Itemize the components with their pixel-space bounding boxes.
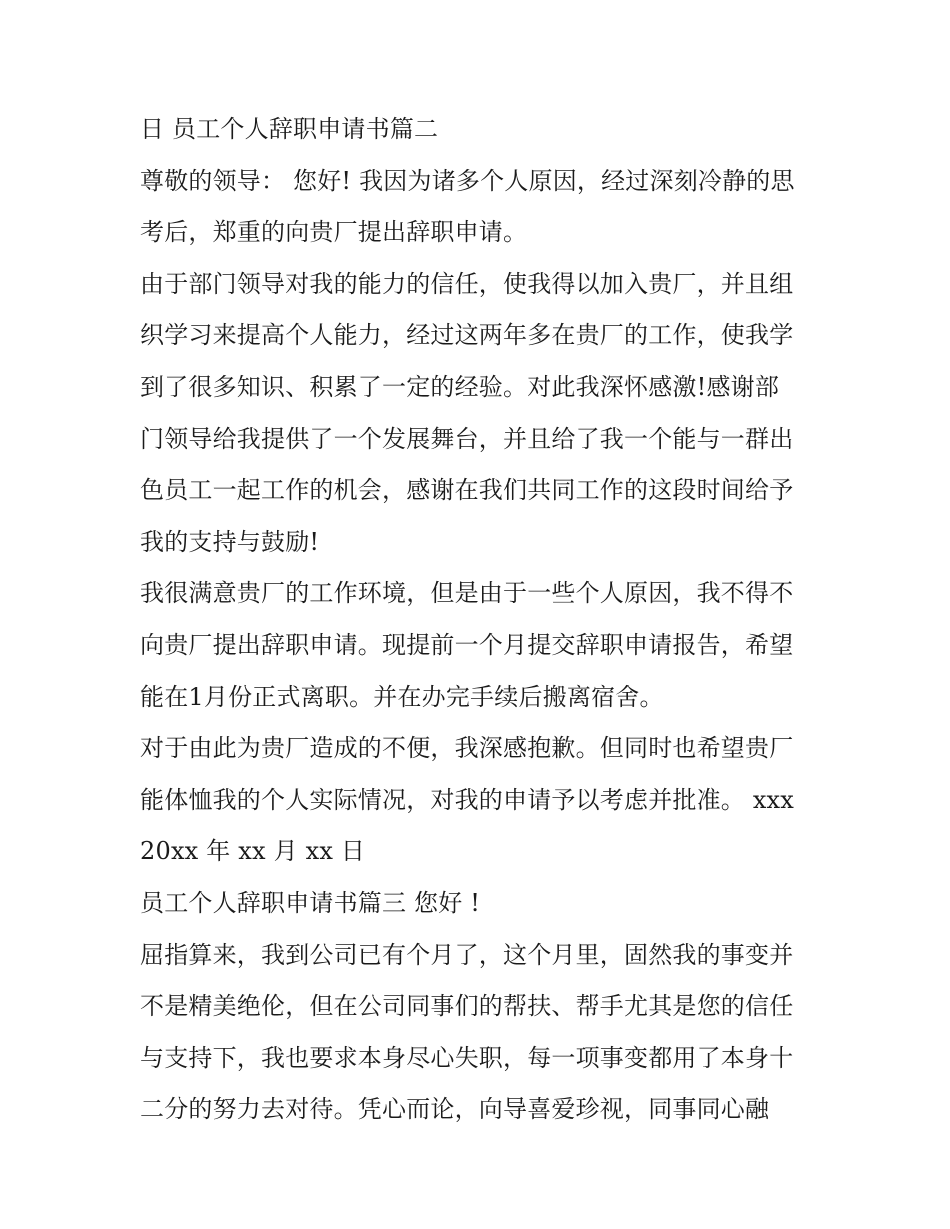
- text-line: 能体恤我的个人实际情况，对我的申请予以考虑并批准。 xxx: [140, 785, 795, 814]
- text-line: 不是精美绝伦，但在公司同事们的帮扶、帮手尤其是您的信任: [140, 992, 794, 1021]
- text-line: 对于由此为贵厂造成的不便，我深感抱歉。但同时也希望贵厂: [140, 734, 794, 763]
- text-line: 织学习来提高个人能力，经过这两年多在贵厂的工作，使我学: [140, 321, 794, 350]
- text-line: 我的支持与鼓励!: [140, 527, 320, 556]
- text-line: 屈指算来，我到公司已有个月了，这个月里，固然我的事变并: [140, 940, 794, 969]
- text-line: 与支持下，我也要求本身尽心失职，每一项事变都用了本身十: [140, 1043, 794, 1072]
- date-line: 20xx 年 xx 月 xx 日: [140, 837, 366, 866]
- text-line: 二分的努力去对待。凭心而论，向导喜爱珍视，同事同心融: [140, 1095, 770, 1124]
- text-line: 由于部门领导对我的能力的信任，使我得以加入贵厂，并且组: [140, 269, 794, 298]
- text-line: 尊敬的领导： 您好! 我因为诸多个人原因，经过深刻冷静的思: [140, 166, 795, 195]
- text-line: 向贵厂提出辞职申请。现提前一个月提交辞职申请报告，希望: [140, 630, 794, 659]
- text-line: 能在1月份正式离职。并在办完手续后搬离宿舍。: [140, 682, 664, 711]
- text-line: 到了很多知识、积累了一定的经验。对此我深怀感激!感谢部: [140, 372, 780, 401]
- text-line: 我很满意贵厂的工作环境，但是由于一些个人原因，我不得不: [140, 579, 794, 608]
- section-heading: 员工个人辞职申请书篇三 您好 !: [140, 888, 481, 917]
- text-line: 考后，郑重的向贵厂提出辞职申请。: [140, 218, 528, 247]
- text-line: 门领导给我提供了一个发展舞台，并且给了我一个能与一群出: [140, 424, 794, 453]
- section-heading: 日 员工个人辞职申请书篇二: [140, 115, 439, 143]
- text-line: 色员工一起工作的机会，感谢在我们共同工作的这段时间给予: [140, 476, 794, 505]
- document-body: [140, 107, 820, 1139]
